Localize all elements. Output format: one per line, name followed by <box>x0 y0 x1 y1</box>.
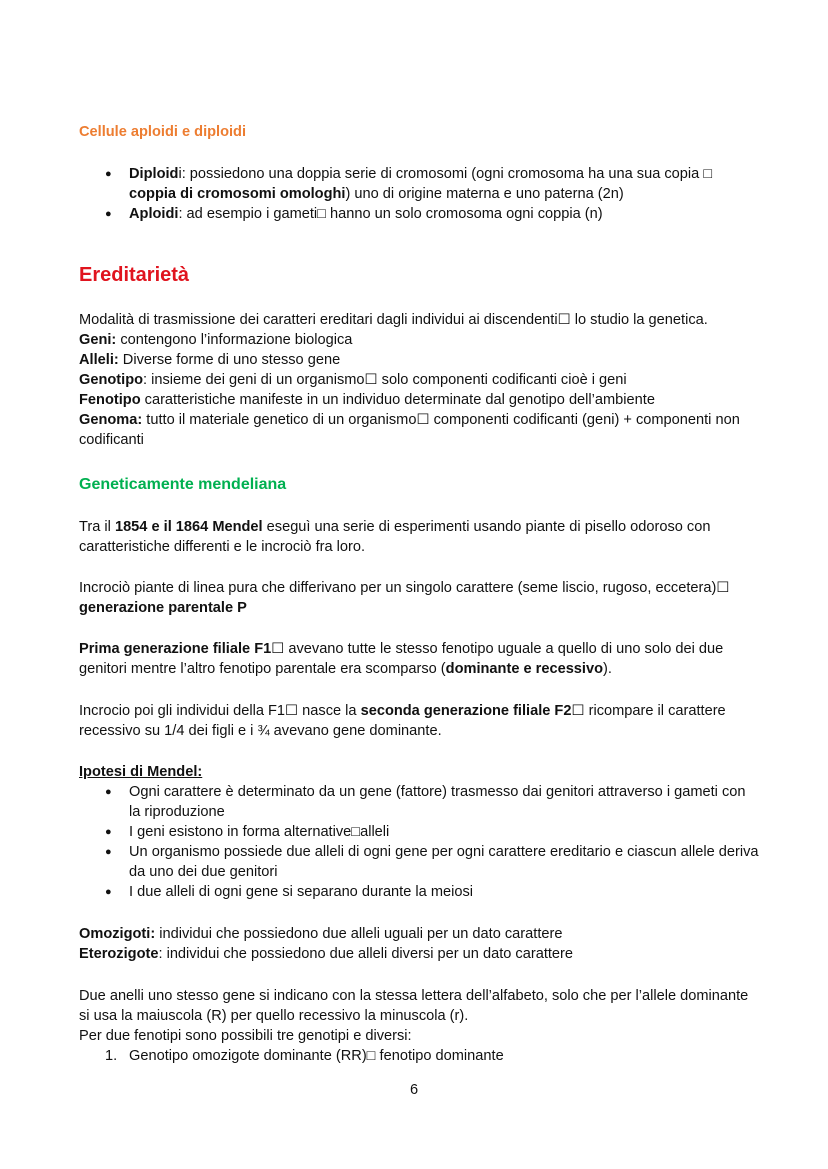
list-item: 1. Genotipo omozigote dominante (RR)□ fenotipo dominante <box>105 1048 504 1064</box>
page-number: 6 <box>409 1082 419 1098</box>
hypotheses-list <box>79 782 759 902</box>
list-item: ● I geni esistono in forma alternative□alleli <box>79 822 759 842</box>
list-item: ● Aploidi: ad esempio i gameti□ hanno un solo cromosoma ogni coppia (n) <box>79 204 759 224</box>
zygosity-definitions <box>79 924 759 964</box>
definition-genotipo: Genotipo: insieme dei geni di un organismo☐ solo componenti codificanti cioè i geni <box>79 372 627 388</box>
allele-notation <box>79 986 759 1046</box>
section-heading-ereditarieta: Ereditarietà <box>79 264 190 286</box>
definition-alleli: Alleli: Diverse forme di uno stesso gene <box>79 352 341 368</box>
section-heading-mendel: Geneticamente mendeliana <box>79 476 287 493</box>
section-heading-cellule: Cellule aploidi e diploidi <box>79 124 247 140</box>
allele-paragraph: Due anelli uno stesso gene si indicano con la stessa lettera dell’alfabeto, solo che per l’allele dominante si usa la maiuscola (R) per quello recessivo la minuscola (r). <box>79 988 749 1024</box>
list-item: ● Ogni carattere è determinato da un gene (fattore) trasmesso dai genitori attraverso i gameti con la riproduzione <box>79 782 759 822</box>
mendel-paragraph-1: Tra il 1854 e il 1864 Mendel eseguì una serie di esperimenti usando piante di pisello odoroso con caratteristiche differenti e le incrociò fra loro. <box>79 519 711 555</box>
mendel-paragraph-3: Prima generazione filiale F1☐ avevano tutte le stesso fenotipo uguale a quello di uno solo dei due genitori mentre l’altro fenotipo parentale era scomparso (dominante e recessivo). <box>79 641 724 677</box>
mendel-paragraph-2: Incrociò piante di linea pura che differivano per un singolo carattere (seme liscio, rugoso, eccetera)☐ generazione parentale P <box>79 580 730 616</box>
genotypes-paragraph: Per due fenotipi sono possibili tre genotipi e diversi: <box>79 1028 412 1044</box>
list-item: ● I due alleli di ogni gene si separano durante la meiosi <box>79 882 759 902</box>
definition-eterozigote: Eterozigote: individui che possiedono due alleli diversi per un dato carattere <box>79 946 574 962</box>
cellule-bullet-list <box>79 164 759 224</box>
list-item: ● Diploidi: possiedono una doppia serie di cromosomi (ogni cromosoma ha una sua copia □ coppia di cromosomi omologhi) uno di origine materna e uno paterna (2n) <box>79 164 759 204</box>
definition-omozigoti: Omozigoti: individui che possiedono due alleli uguali per un dato carattere <box>79 926 563 942</box>
mendel-paragraph-4: Incrocio poi gli individui della F1☐ nasce la seconda generazione filiale F2☐ ricompare il carattere recessivo su 1/4 dei figli e i ¾ avevano gene dominante. <box>79 703 726 739</box>
list-item: ● Un organismo possiede due alleli di ogni gene per ogni carattere ereditario e ciascun allele deriva da uno dei due genitori <box>79 842 759 882</box>
intro-paragraph: Modalità di trasmissione dei caratteri ereditari dagli individui ai discendenti☐ lo studio la genetica. <box>79 312 708 328</box>
hypotheses-heading: Ipotesi di Mendel: <box>79 764 203 780</box>
definition-fenotipo: Fenotipo caratteristiche manifeste in un individuo determinate dal genotipo dell’ambiente <box>79 392 655 408</box>
definition-genoma: Genoma: tutto il materiale genetico di un organismo☐ componenti codificanti (geni) + componenti non codificanti <box>79 412 740 448</box>
ereditarieta-definitions <box>79 310 759 450</box>
genotypes-numbered-list <box>79 1046 759 1066</box>
definition-geni: Geni: contengono l’informazione biologica <box>79 332 353 348</box>
